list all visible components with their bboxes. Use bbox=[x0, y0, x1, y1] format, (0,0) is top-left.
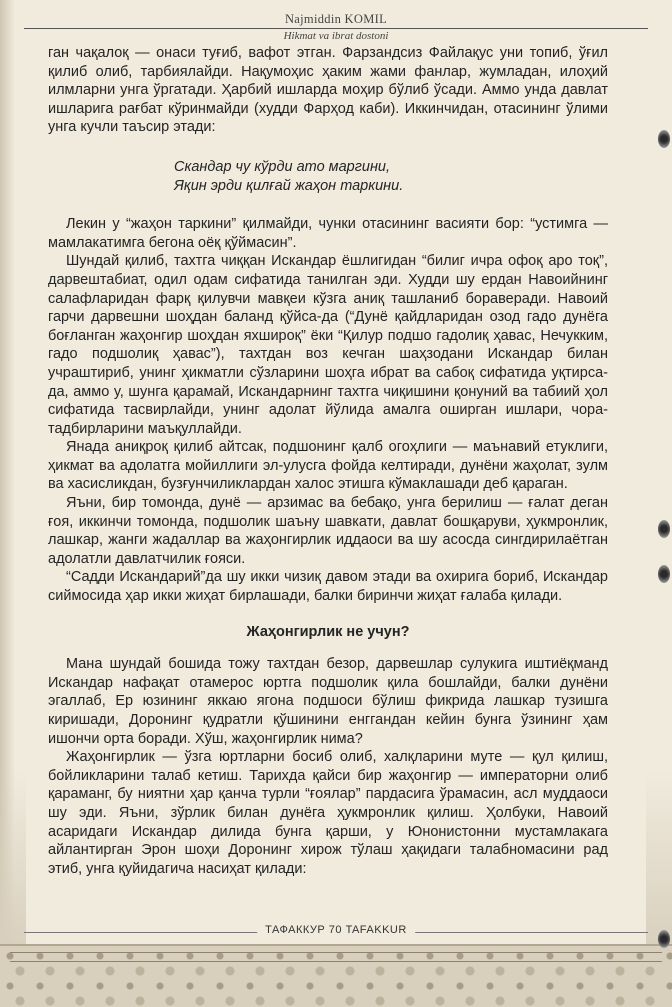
paragraph-6: “Садди Искандарий”да шу икки чизиқ давом этади ва охирига бориб, Искандар сиймосида ҳар икки жиҳат бирлашади, балки биринчи жиҳат ғалаба қилади. bbox=[48, 569, 608, 605]
paragraph-5: Яъни, бир томонда, дунё — арзимас ва бебақо, унга берилиш — ғалат деган ғоя, иккинчи томонда, подшолик шаъну шавкати, давлат бошқаруви, ҳукмронлик, лашкар, жанги жадаллар ва жаҳонгирлик иддаоси ва шу асосда сингдирилаётган адолатли давлатчилик ғояси. bbox=[48, 495, 608, 567]
paragraph-8: Жаҳонгирлик — ўзга юртларни босиб олиб, халқларини муте — қул қилиш, бойликларини талаб кетиш. Тарихда қайси бир жаҳонгир — императорни олиб қараманг, бу ниятни ҳар қанча турли “ғоялар” пардасига ўрамасин, асл муддаоси шу эди. Яъни, зўрлик билан дунёга ҳукмронлик қилиш. Ҳолбуки, Навоий асаридаги Искандар дилида бунга қарши, у Юнонистонни мустамлакага айлантирган Эрон шоҳи Доронинг хирож тўлаш ҳақидаги талабномасини рад этиб, унга қуйидагича насиҳат қилади: bbox=[48, 749, 608, 877]
page-body bbox=[48, 44, 608, 878]
header-subtitle: Hikmat va ibrat dostoni bbox=[283, 30, 389, 42]
verse-quote bbox=[48, 158, 608, 195]
verse-line-2: Яқин эрди қилғай жаҳон таркини. bbox=[174, 177, 404, 194]
header-author: Najmiddin KOMIL bbox=[284, 12, 388, 26]
binder-hole bbox=[658, 520, 670, 538]
binder-hole bbox=[658, 930, 670, 948]
paragraph-7: Мана шундай бошида тожу тахтдан безор, дарвешлар сулукига иштиёқманд Искандар нафақат отамерос юртга подшолик қила бошлайди, балки дунёни эгаллаб, Ер юзининг яккаю ягона подшоси бўлиш фикрида лашкар тузишга киришади, Доронинг қудратли қўшинини енггандан кейин бунга ўзининг ҳам ишончи орта боради. Хўш, жаҳонгирлик нима? bbox=[48, 656, 608, 747]
border-band bbox=[10, 952, 662, 962]
paragraph-4: Янада аниқроқ қилиб айтсак, подшонинг қалб огоҳлиги — маънавий етуклиги, ҳикмат ва адолатга мойиллиги эл-улусга фойда келтиради, дунёни жаҳолат, зулм ва хасисликдан, бузғунчиликлардан халос этишга кўмаклашади деб қараган. bbox=[48, 439, 608, 493]
section-heading: Жаҳонгирлик не учун? bbox=[246, 623, 410, 640]
paragraph-2: Лекин у “жаҳон таркини” қилмайди, чунки отасининг васияти бор: “устимга — мамлакатимга бегона оёқ қўймасин”. bbox=[48, 216, 608, 251]
header-rule bbox=[24, 28, 648, 29]
running-header bbox=[24, 0, 648, 46]
ornamental-border bbox=[0, 944, 672, 1007]
binder-hole bbox=[658, 130, 670, 148]
footer-page-label: ТАФАККУР 70 TAFAKKUR bbox=[257, 924, 415, 936]
paragraph-3: Шундай қилиб, тахтга чиққан Искандар ёшлигидан “билиг ичра офоқ аро тоқ”, дарвештабиат, одил одам сифатида танилган эди. Худди шу ердан Навоийнинг салафларидан фарқ қилувчи мавқеи кўзга аниқ ташланиб бораверади. Навоий гарчи дарвешни шоҳдан баланд қўйса-да (“Дунё қайдларидан озод гадо дунёга боғланган жаҳонгир шоҳдан яхшироқ” ёки “Қилур подшо гадолиқ ҳавас, Нечукким, гадо подшолиқ ҳавас”), тахтдан воз кечган шаҳзодани Искандар билан учраштириб, унинг ҳикматли сўзларини шоҳга ибрат ва сабоқ сифатида уқтирса-да, аммо у, шунга қарамай, Искандарнинг тахтга чиқишини қонуний ва табиий ҳол сифатида тасвирлайди, унинг адолат йўлида амалга оширган ишлари, чора-тадбирларини маъқуллайди. bbox=[48, 253, 608, 437]
running-footer bbox=[24, 920, 648, 944]
verse-line-1: Скандар чу кўрди ато маргини, bbox=[174, 158, 391, 175]
left-ornament bbox=[0, 770, 26, 950]
binder-hole bbox=[658, 565, 670, 583]
paragraph-1: ган чақалоқ — онаси туғиб, вафот этган. Фарзандсиз Файлақус уни топиб, ўғил қилиб олиб, тарбиялайди. Нақумоҳис ҳаким жами фанлар, жумладан, илоҳий илмларни унга ўргатади. Ҳарбий ишларда моҳир бўлиб ўсади. Аммо унда давлат ишларига рағбат кўринмайди (худди Фарҳод каби). Иккинчидан, отасининг ўлими унга кучли таъсир этади: bbox=[48, 45, 608, 136]
right-ornament bbox=[646, 770, 672, 950]
